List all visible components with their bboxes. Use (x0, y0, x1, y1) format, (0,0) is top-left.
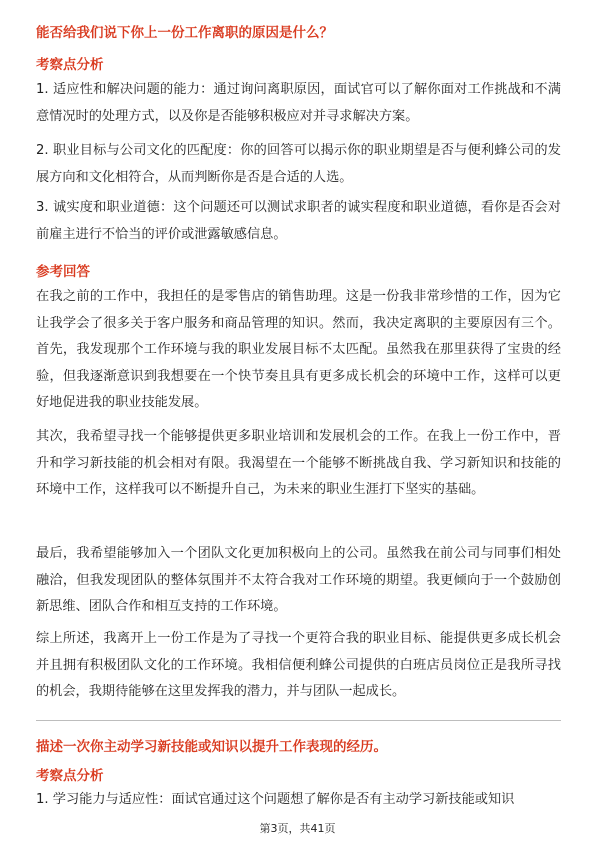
answer-paragraph-3: 最后，我希望能够加入一个团队文化更加积极向上的公司。虽然我在前公司与同事们相处融洽，但我发现团队的整体氛围并不太符合我对工作环境的期望。我更倾向于一个鼓励创新思维、团队合作和相互支持的工作环境。 (36, 546, 561, 614)
analysis-point-2: 2. 职业目标与公司文化的匹配度：你的回答可以揭示你的职业期望是否与便利蜂公司的发展方向和文化相符合，从而判断你是否是合适的人选。 (36, 143, 561, 185)
question-title-1: 能否给我们说下你上一份工作离职的原因是什么？ (36, 25, 333, 41)
analysis-point-1: 1. 适应性和解决问题的能力：通过询问离职原因，面试官可以了解你面对工作挑战和不满意情况时的处理方式，以及你是否能够积极应对并寻求解决方案。 (36, 82, 561, 124)
answer-heading-1: 参考回答 (36, 264, 90, 280)
analysis-point-2-1: 1. 学习能力与适应性：面试官通过这个问题想了解你是否有主动学习新技能或知识 (36, 792, 515, 807)
question-title-2: 描述一次你主动学习新技能或知识以提升工作表现的经历。 (36, 739, 387, 755)
answer-paragraph-4: 综上所述，我离开上一份工作是为了寻找一个更符合我的职业目标、能提供更多成长机会并且拥有积极团队文化的工作环境。我相信便利蜂公司提供的白班店员岗位正是我所寻找的机会，我期待能够在这里发挥我的潜力，并与团队一起成长。 (36, 631, 561, 699)
analysis-heading-2: 考察点分析 (36, 768, 104, 784)
page-number: 第3页，共41页 (259, 822, 336, 835)
answer-paragraph-1: 在我之前的工作中，我担任的是零售店的销售助理。这是一份我非常珍惜的工作，因为它让我学会了很多关于客户服务和商品管理的知识。然而，我决定离职的主要原因有三个。首先，我发现那个工作环境与我的职业发展目标不太匹配。虽然我在那里获得了宝贵的经验，但我逐渐意识到我想要在一个快节奏且具有更多成长机会的环境中工作，这样可以更好地促进我的职业技能发展。 (36, 289, 561, 410)
analysis-heading-1: 考察点分析 (36, 57, 104, 73)
section-divider (36, 720, 561, 721)
answer-paragraph-2: 其次，我希望寻找一个能够提供更多职业培训和发展机会的工作。在我上一份工作中，晋升和学习新技能的机会相对有限。我渴望在一个能够不断挑战自我、学习新知识和技能的环境中工作，这样我可以不断提升自己，为未来的职业生涯打下坚实的基础。 (36, 429, 561, 497)
analysis-point-3: 3. 诚实度和职业道德：这个问题还可以测试求职者的诚实程度和职业道德，看你是否会对前雇主进行不恰当的评价或泄露敏感信息。 (36, 200, 561, 242)
